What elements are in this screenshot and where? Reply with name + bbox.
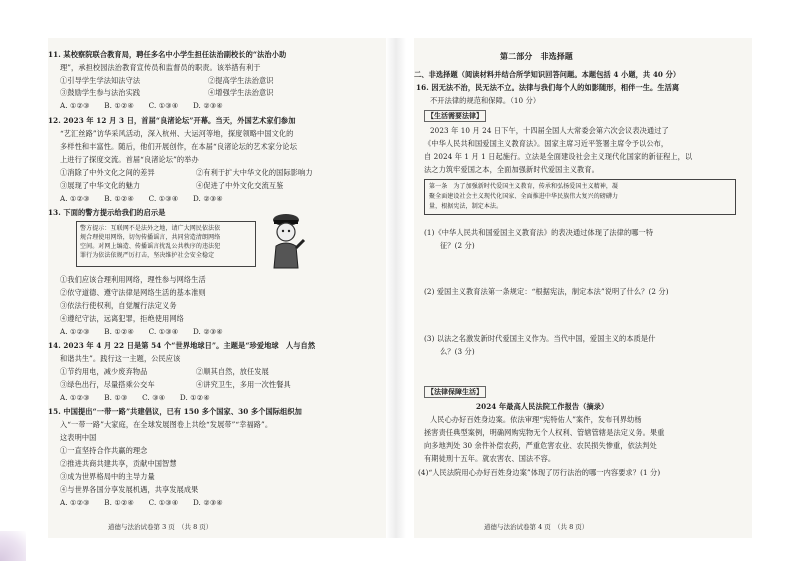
police-officer-icon	[266, 210, 306, 270]
law-article-box	[424, 179, 736, 215]
q13-stem: 13. 下面的警方提示给我们的启示是	[48, 208, 166, 217]
q11-stem: 11. 某校察院联合教育局，聘任多名中小学生担任法治副校长的“法治小助	[48, 50, 287, 59]
material-text: 自 2024 年 1 月 1 日起施行。立法是全面建设社会主义现代化国家的新征程上，以	[424, 152, 693, 161]
section-tag: 【法律保障生活】	[424, 386, 486, 398]
material-text: 人民心办好百姓身边案。依法审理“宪特佑人”案件，发布刊界幼杨	[430, 415, 642, 424]
q12-option: ①消除了中外文化之间的差异	[60, 168, 155, 177]
notice-line: 警方提示：互联网不是法外之地，请广大网民依法依	[80, 225, 221, 232]
q16-stem-cont: 不开法律的规范和保障。（10 分）	[430, 96, 541, 105]
material-text: 法之力筑牢爱国之本，全面加强新时代爱国主义教育。	[424, 165, 599, 174]
q15-option: ③成为世界格局中的主导力量	[60, 472, 155, 481]
article-line: 聚全面建设社会主义现代化国家、全面推进中华民族伟大复兴的磅礴力	[429, 193, 619, 200]
article-line: 量，根据宪法，制定本法。	[429, 203, 503, 210]
material-text: 2023 年 10 月 24 日下午，十四届全国人大常委会第六次会议表决通过了	[430, 126, 669, 135]
page-footer: 道德与法治试卷第 4 页 （共 8 页）	[484, 523, 589, 531]
page-seam	[386, 38, 406, 538]
question-16-3: (3) 以法之名激发新时代爱国主义作为。当代中国，爱国主义的本质是什	[424, 334, 656, 343]
q14-option: ④讲究卫生，多用一次性餐具	[196, 380, 291, 389]
q14-answers: A. ①②③ B. ①③ C. ③④ D. ①②④	[60, 393, 210, 402]
q12-option: ②有利于扩大中华文化的国际影响力	[196, 168, 313, 177]
question-16-4: (4)“人民法院用心办好百姓身边案”体现了厉行法治的哪一内容要求？(1 分)	[418, 468, 661, 477]
q11-option: ③鼓励学生参与法治实践	[60, 88, 141, 97]
question-16-3-cont: 么？(3 分)	[440, 347, 475, 356]
q12-option: ④促进了中外文化交流互鉴	[196, 181, 284, 190]
q15-stem-cont: 入“一带一路”大家庭，在全球发展图卷上共绘“发展带”“幸福路”。	[60, 420, 273, 429]
question-16-1: (1)《中华人民共和国爱国主义教育法》的表决通过体现了法律的哪一特	[424, 228, 654, 237]
material-text: 有期徒刑十五年。就农害农、国法不容。	[424, 454, 556, 463]
material-title: 2024 年最高人民法院工作报告（摘录）	[476, 402, 609, 411]
q11-option: ②提高学生法治意识	[208, 76, 274, 85]
q15-option: ④与世界各国分享发展机遇，共享发展成果	[60, 485, 199, 494]
q12-stem-cont: 多样性和丰富性。随后，他们开展创作，在本届“良渚论坛的艺术家分论坛	[60, 142, 297, 151]
q14-option: ①节约用电，减少废弃物品	[60, 367, 148, 376]
material-text: 《中华人民共和国爱国主义教育法》。国家主席习近平签署主席令予以公布，	[424, 139, 669, 148]
q15-stem: 15. 中国提出“一带一路”共建倡议，已有 150 多个国家、30 多个国际组织加	[48, 407, 302, 416]
corner-decoration	[0, 531, 26, 561]
notice-line: 规合理使用网络，切勿传播谣言，共同营造清朗网络	[80, 234, 221, 241]
police-notice-box	[76, 221, 256, 267]
q14-option: ③绿色出行，尽量搭乘公交车	[60, 380, 155, 389]
q11-option: ④增强学生法治意识	[208, 88, 274, 97]
section-tag: 【生活需要法律】	[424, 110, 486, 122]
page-footer: 道德与法治试卷第 3 页 （共 8 页）	[108, 523, 213, 531]
q15-stem-cont: 这表明中国	[60, 433, 97, 442]
notice-line: 空间。对网上编造、传播谣言扰乱公共秩序的违法犯	[80, 243, 221, 250]
q13-option: ①我们应该合理利用网络，理性参与网络生活	[60, 275, 206, 284]
material-text: 向多地判处 30 余件补偿农药，严重危害农业、农民损失惨重，依法判处	[424, 441, 657, 450]
q12-option: ③展现了中华文化的魅力	[60, 181, 141, 190]
q12-stem-cont: 上进行了探度交流。首届“良渚论坛”的举办	[60, 155, 199, 164]
q15-answers: A. ①②③ B. ①②④ C. ①③④ D. ②③④	[60, 498, 223, 507]
q13-option: ④遵纪守法，远离犯罪，拒绝使用网络	[60, 314, 184, 323]
q12-stem-cont: “艺汇丝路”访华采风活动，深入杭州、大运河等地，探度领略中国文化的	[60, 129, 294, 138]
q13-answers: A. ①②③ B. ①②④ C. ①③④ D. ②③④	[60, 327, 223, 336]
q13-option: ③依法行使权利，自觉履行法定义务	[60, 301, 177, 310]
q11-stem-cont: 理”，承担校园法治教育宣传员和监督员的职责。该举措有利于	[60, 63, 261, 72]
notice-line: 罪行为依法依规严厉打击，坚决维护社会安全稳定	[80, 252, 215, 259]
q15-option: ②推进共商共建共享，贡献中国智慧	[60, 459, 177, 468]
section-title: 第二部分 非选择题	[500, 51, 573, 61]
q14-option: ②顺其自然，放任发展	[196, 367, 269, 376]
q14-stem-cont: 和谐共生”。践行这一主题，公民应该	[60, 354, 181, 363]
q16-stem: 16. 因无法不治，民无法不立。法律与我们每个人的如影随形，相伴一生。生活离	[416, 83, 680, 92]
q14-stem: 14. 2023 年 4 月 22 日是第 54 个“世界地球日”。主题是“珍爱地球 人与自然	[48, 341, 316, 350]
q11-answers: A. ①②③ B. ①②④ C. ①③④ D. ②③④	[60, 101, 223, 110]
q12-stem: 12. 2023 年 12 月 3 日，首届“良渚论坛”开幕。当天，外国艺术家们参加	[48, 116, 296, 125]
q15-option: ①一直坚持合作共赢的理念	[60, 446, 148, 455]
q13-option: ②依守道德、遵守法律是网络生活的基本准则	[60, 288, 206, 297]
q12-answers: A. ①②③ B. ①②④ C. ①③④ D. ②③④	[60, 194, 223, 203]
question-16-2: (2) 爱国主义教育法第一条规定：“根据宪法，制定本法”说明了什么？(2 分)	[424, 287, 669, 296]
question-16-1-cont: 征？(2 分)	[440, 241, 475, 250]
part2-instructions: 二、非选择题（阅读材料并结合所学知识回答问题。本题包括 4 小题，共 40 分）	[414, 70, 681, 79]
q11-option: ①引导学生学法知法守法	[60, 76, 141, 85]
article-line: 第一条 为了加强新时代爱国主义教育，传承和弘扬爱国主义精神，凝	[429, 183, 619, 190]
exam-page-3	[48, 38, 386, 538]
exam-page-4	[414, 38, 752, 538]
material-text: 拯害责任典型案例，明确网购宪物无个人权利、管辖管辖是法定义务。果重	[424, 428, 665, 437]
